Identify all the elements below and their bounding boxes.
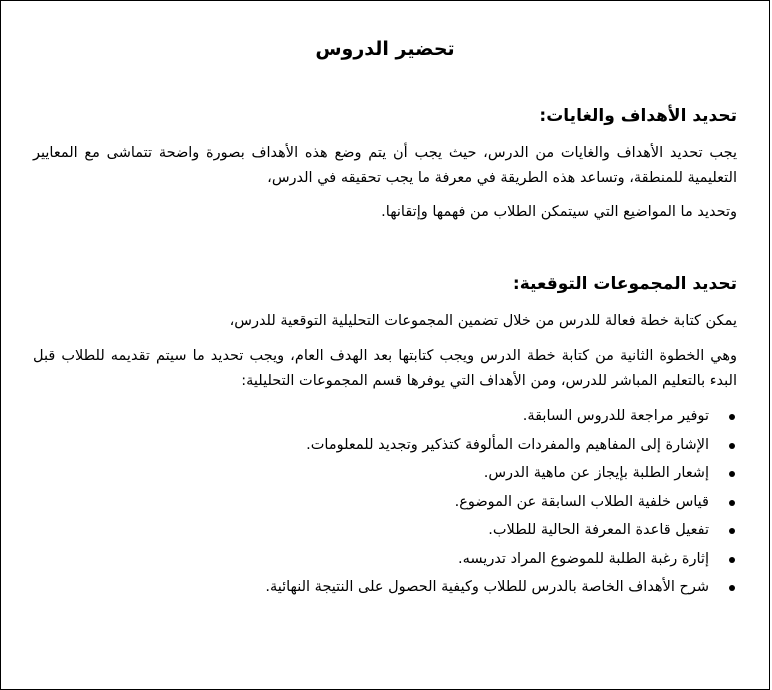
- goals-paragraph-2: وتحديد ما المواضيع التي سيتمكن الطلاب من فهمها وإتقانها.: [381, 204, 737, 220]
- bullet-icon: [729, 471, 735, 477]
- list-item-text: شرح الأهداف الخاصة بالدرس للطلاب وكيفية الحصول على النتيجة النهائية.: [265, 579, 709, 595]
- bullet-icon: [729, 585, 735, 591]
- bullet-icon: [729, 528, 735, 534]
- document-content: [33, 23, 737, 602]
- list-item: [33, 545, 709, 574]
- list-item: [33, 402, 709, 431]
- list-item-text: قياس خلفية الطلاب السابقة عن الموضوع.: [454, 493, 709, 510]
- list-item-text: إشعار الطلبة بإيجاز عن ماهية الدرس.: [483, 465, 709, 481]
- list-item: [33, 488, 709, 517]
- section-heading-goals: تحديد الأهداف والغايات:: [539, 106, 737, 126]
- bullet-icon: [729, 414, 735, 420]
- goals-paragraph-1: يجب تحديد الأهداف والغايات من الدرس، حيث يجب أن يتم وضع هذه الأهداف بصورة واضحة تتماشى مع المعايير التعليمية للمنطقة، وتساعد هذه الطريقة في معرفة ما يجب تحقيقه في الدرس،: [33, 145, 737, 186]
- anticipatory-paragraph-2: وهي الخطوة الثانية من كتابة خطة الدرس ويجب كتابتها بعد الهدف العام، ويجب تحديد ما سيتم تقديمه للطلاب قبل البدء بالتعليم المباشر للدرس، ومن الأهداف التي يوفرها قسم المجموعات التحليلية:: [33, 348, 737, 389]
- list-item-text: إثارة رغبة الطلبة للموضوع المراد تدريسه.: [457, 550, 709, 567]
- objectives-bullet-list: [33, 402, 737, 602]
- bullet-icon: [729, 500, 735, 506]
- list-item-text: تفعيل قاعدة المعرفة الحالية للطلاب.: [488, 522, 709, 538]
- document-title: تحضير الدروس: [315, 38, 455, 60]
- list-item: [33, 516, 709, 545]
- list-item-text: توفير مراجعة للدروس السابقة.: [522, 408, 709, 424]
- list-item: [33, 573, 709, 602]
- list-item: [33, 431, 709, 460]
- anticipatory-paragraph-1: يمكن كتابة خطة فعالة للدرس من خلال تضمين المجموعات التحليلية التوقعية للدرس،: [229, 313, 737, 329]
- list-item-text: الإشارة إلى المفاهيم والمفردات المألوفة كتذكير وتجديد للمعلومات.: [306, 436, 709, 453]
- bullet-icon: [729, 443, 735, 449]
- list-item: [33, 459, 709, 488]
- bullet-icon: [729, 557, 735, 563]
- section-heading-anticipatory-sets: تحديد المجموعات التوقعية:: [512, 274, 737, 294]
